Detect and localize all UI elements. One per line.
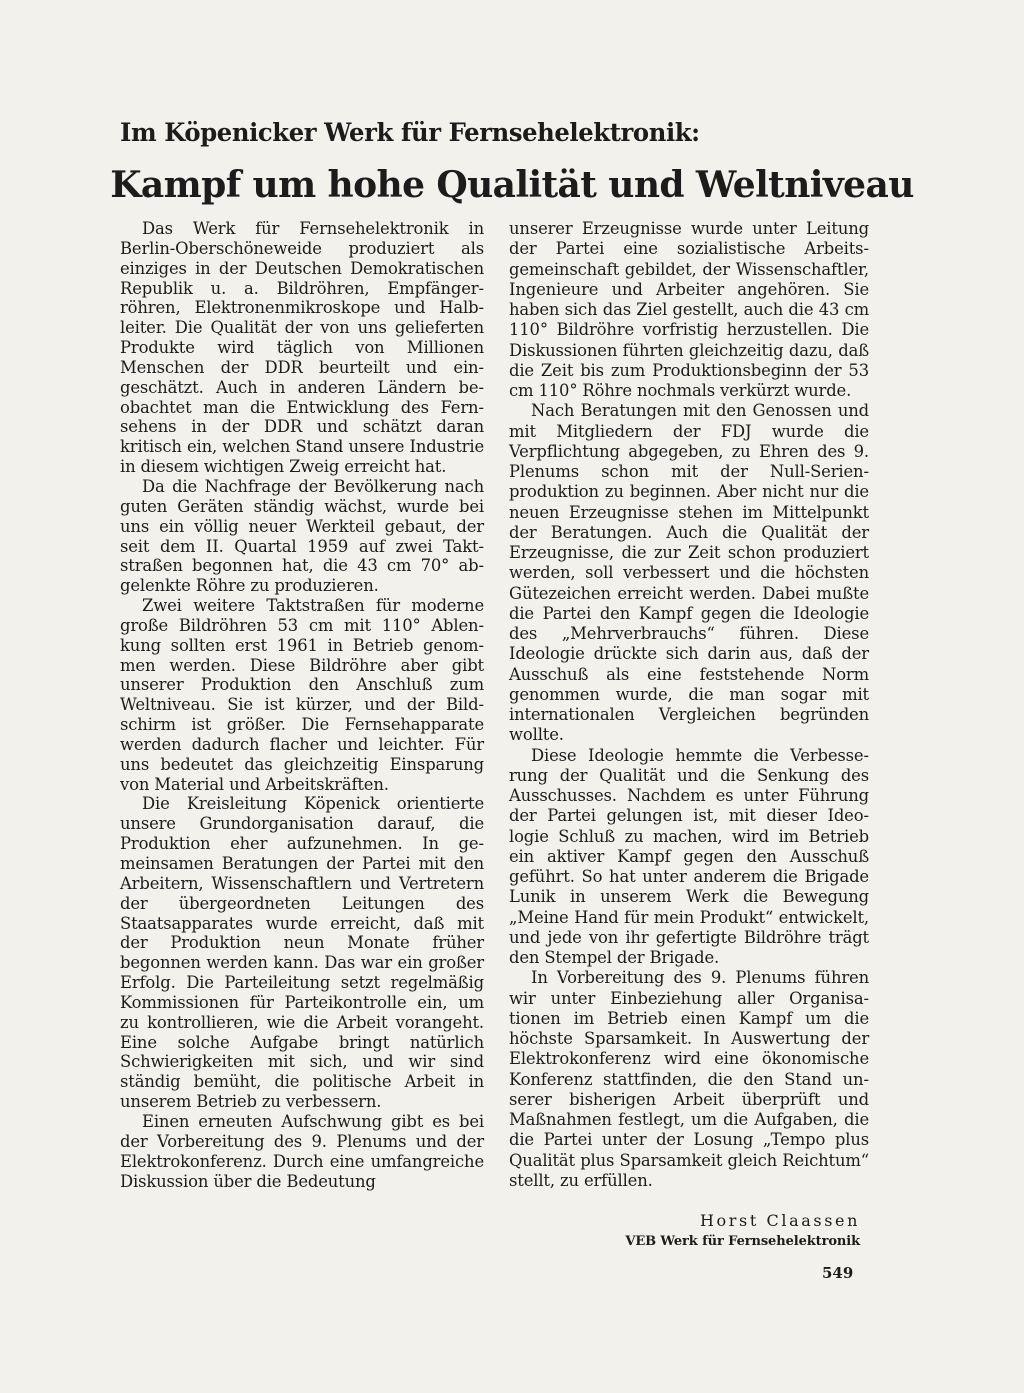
author-affiliation: VEB Werk für Fernsehelektronik <box>625 1234 860 1249</box>
kicker-heading: Im Köpenicker Werk für Fernsehelektronik: <box>120 118 700 147</box>
signature-block <box>600 1210 860 1252</box>
paragraph: Einen erneuten Aufschwung gibt es bei der Vorbereitung des 9. Plenums und der Elektrokonferenz. Durch eine umfangreiche Diskussion über die Bedeutung <box>120 1111 484 1191</box>
right-column <box>509 219 869 1191</box>
page-number: 549 <box>822 1264 854 1282</box>
paragraph: unserer Erzeugnisse wurde unter Leitung der Partei eine sozialistische Arbeitsgemeinschaft gebildet, der Wissenschaftler, Ingenieure und Arbeiter angehören. Sie haben sich das Ziel gestellt, auch die 43 cm 110° Bildröhre vorfristig herzustellen. Die Diskussionen führten gleichzeitig dazu, daß die Zeit bis zum Produktionsbeginn der 53 cm 110° Röhre nochmals verkürzt wurde. <box>509 219 869 400</box>
left-column <box>120 219 484 1191</box>
paragraph: Das Werk für Fernsehelektronik in Berlin-Oberschöneweide produziert als einziges in der Deutschen Demokratischen Republik u. a. Bildröhren, Empfängerröhren, Elektronenmikroskope und Halbleiter. Die Qualität der von uns gelieferten Produkte wird täglich von Millionen Menschen der DDR beurteilt und eingeschätzt. Auch in anderen Ländern beobachtet man die Entwicklung des Fernsehens in der DDR und schätzt daran kritisch ein, welchen Stand unsere Industrie in diesem wichtigen Zweig erreicht hat. <box>120 219 484 477</box>
paragraph: Da die Nachfrage der Bevölkerung nach guten Geräten ständig wächst, wurde bei uns ein völlig neuer Werkteil gebaut, der seit dem II. Quartal 1959 auf zwei Taktstraßen begonnen hat, die 43 cm 70° abgelenkte Röhre zu produzieren. <box>120 476 484 596</box>
paragraph: In Vorbereitung des 9. Plenums führen wir unter Einbeziehung aller Organisationen im Betrieb einen Kampf um die höchste Sparsamkeit. In Auswertung der Elektrokonferenz wird eine ökonomische Konferenz stattfinden, die den Stand unserer bisherigen Arbeit überprüft und Maßnahmen festlegt, um die Aufgaben, die die Partei unter der Losung „Tempo plus Qualität plus Sparsamkeit gleich Reichtum“ stellt, zu erfüllen. <box>509 968 869 1190</box>
paragraph: Diese Ideologie hemmte die Verbesserung der Qualität und die Senkung des Ausschusses. Nachdem es unter Führung der Partei gelungen ist, mit dieser Ideologie Schluß zu machen, wird im Betrieb ein aktiver Kampf gegen den Ausschuß geführt. So hat unter anderem die Brigade Lunik in unserem Werk die Bewegung „Meine Hand für mein Produkt“ entwickelt, und jede von ihr gefertigte Bildröhre trägt den Stempel der Brigade. <box>509 745 869 967</box>
author-name: Horst Claassen <box>700 1211 860 1230</box>
article-headline: Kampf um hohe Qualität und Weltniveau <box>110 164 914 206</box>
paragraph: Nach Beratungen mit den Genossen und mit Mitgliedern der FDJ wurde die Verpflichtung abgegeben, zu Ehren des 9. Plenums schon mit der Null-Serienproduktion zu beginnen. Aber nicht nur die neuen Erzeugnisse stehen im Mittelpunkt der Beratungen. Auch die Qualität der Erzeugnisse, die zur Zeit schon produziert werden, soll verbessert und die höchsten Gütezeichen erreicht werden. Dabei mußte die Partei den Kampf gegen die Ideologie des „Mehrverbrauchs“ führen. Diese Ideologie drückte sich darin aus, daß der Ausschuß als eine feststehende Norm genommen wurde, die man sogar mit internationalen Vergleichen begründen wollte. <box>509 401 869 745</box>
paragraph: Zwei weitere Taktstraßen für moderne große Bildröhren 53 cm mit 110° Ablenkung sollten erst 1961 in Betrieb genommen werden. Diese Bildröhre aber gibt unserer Produktion den Anschluß zum Weltniveau. Sie ist kürzer, und der Bildschirm ist größer. Die Fernsehapparate werden dadurch flacher und leichter. Für uns bedeutet das gleichzeitig Einsparung von Material und Arbeitskräften. <box>120 596 484 794</box>
paragraph: Die Kreisleitung Köpenick orientierte unsere Grundorganisation darauf, die Produktion eher aufzunehmen. In gemeinsamen Beratungen der Partei mit den Arbeitern, Wissenschaftlern und Vertretern der übergeordneten Leitungen des Staatsapparates wurde erreicht, daß mit der Produktion neun Monate früher begonnen werden kann. Das war ein großer Erfolg. Die Parteileitung setzt regelmäßig Kommissionen für Parteikontrolle ein, um zu kontrollieren, wie die Arbeit vorangeht. Eine solche Aufgabe bringt natürlich Schwierigkeiten mit sich, und wir sind ständig bemüht, die politische Arbeit in unserem Betrieb zu verbessern. <box>120 794 484 1112</box>
